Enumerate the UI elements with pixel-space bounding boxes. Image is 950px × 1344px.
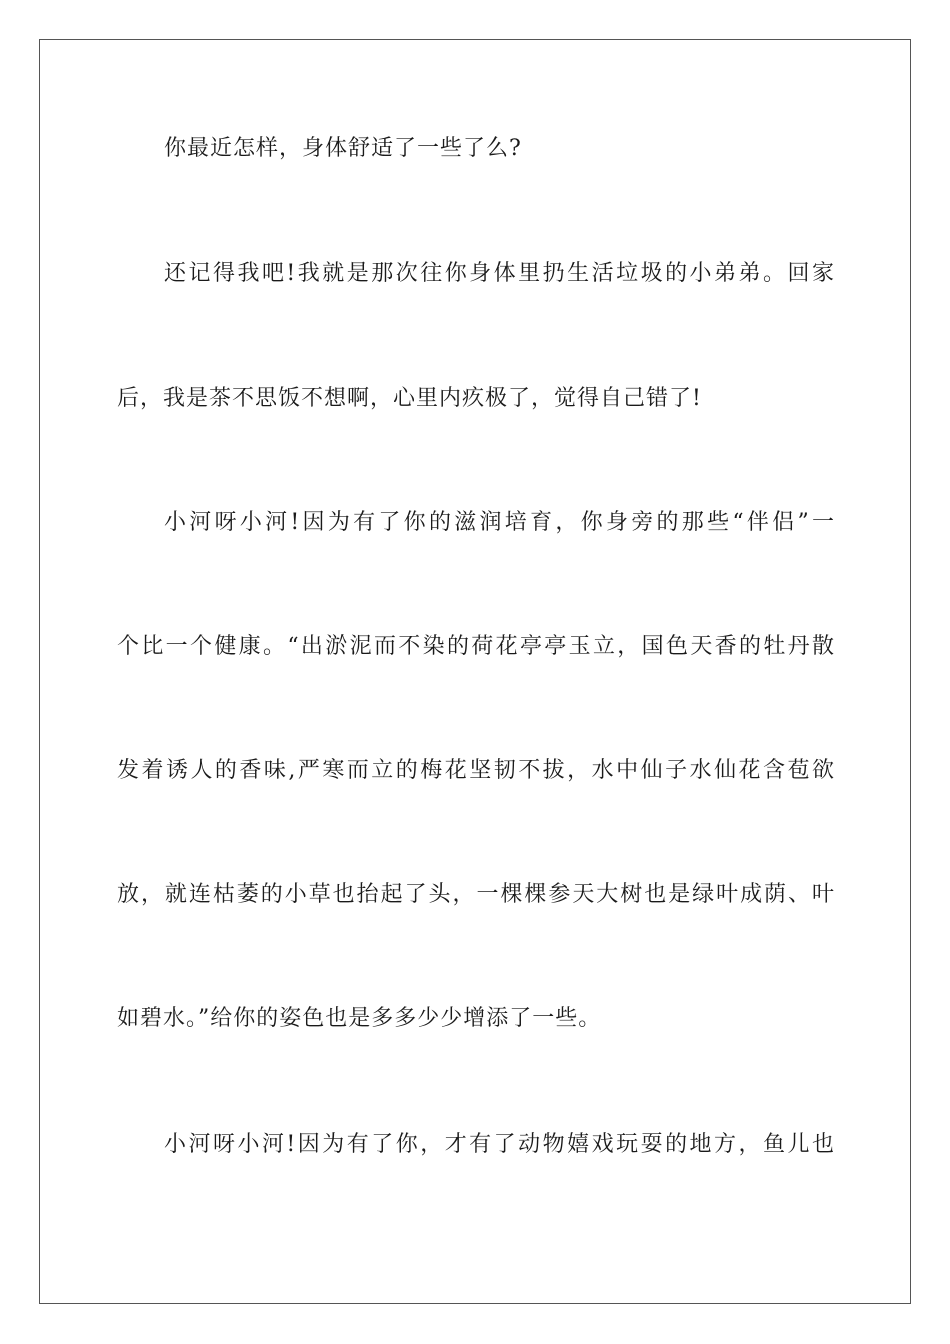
paragraph-2-line-1: 还记得我吧!我就是那次往你身体里扔生活垃圾的小弟弟。回家 [164,261,835,286]
paragraph-2-line-2: 后，我是茶不思饭不想啊，心里内疚极了，觉得自己错了! [117,386,702,411]
paragraph-3-line-1: 小河呀小河!因为有了你的滋润培育，你身旁的那些“伴侣”一 [164,510,835,535]
paragraph-1-line-1: 你最近怎样，身体舒适了一些了么? [164,136,522,161]
paragraph-3-line-2: 个比一个健康。“出淤泥而不染的荷花亭亭玉立，国色天香的牡丹散 [117,634,835,659]
paragraph-3-line-5: 如碧水。”给你的姿色也是多多少少增添了一些。 [117,1006,602,1031]
paragraph-3-line-4: 放，就连枯萎的小草也抬起了头，一棵棵参天大树也是绿叶成荫、叶 [117,882,835,907]
paragraph-3-line-3: 发着诱人的香味,严寒而立的梅花坚韧不拔，水中仙子水仙花含苞欲 [117,758,835,783]
page-border [39,39,911,1304]
paragraph-4-line-1: 小河呀小河!因为有了你，才有了动物嬉戏玩耍的地方，鱼儿也 [164,1132,835,1157]
